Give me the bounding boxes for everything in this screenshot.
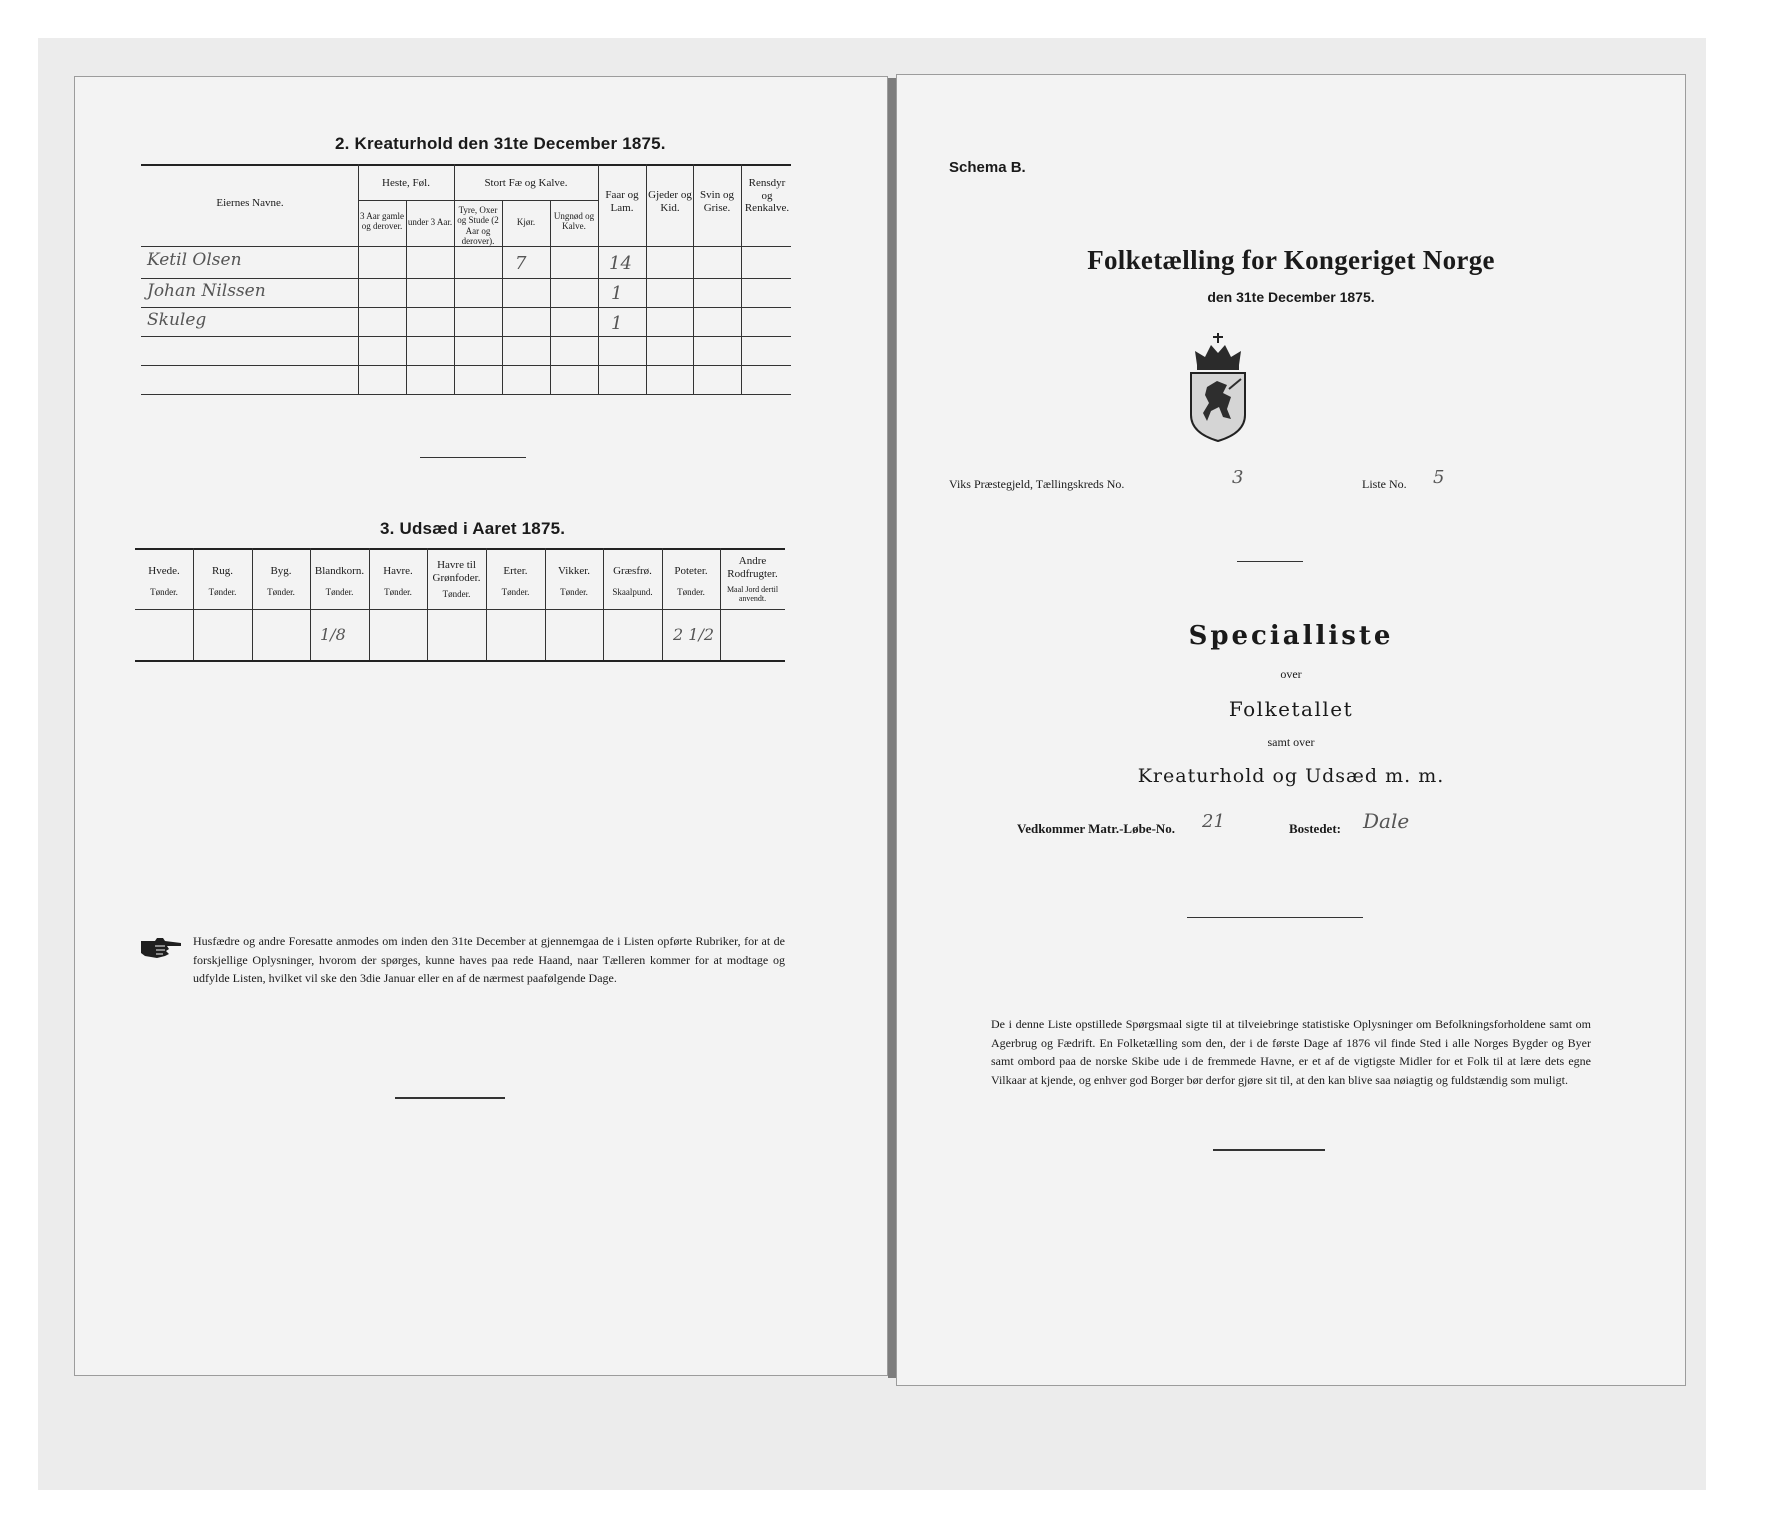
bostedet-label: Bostedet: (1289, 821, 1341, 836)
col-heste-sub2: under 3 Aar. (407, 217, 453, 227)
blandkorn-value: 1/8 (320, 625, 346, 644)
col-stort-sub2: Kjør. (516, 217, 536, 227)
book-spine (888, 78, 896, 1378)
coat-of-arms-icon (1187, 331, 1249, 443)
col-faar-header: Faar og Lam. (605, 189, 639, 214)
udsaed-unit: Skaalpund. (612, 587, 653, 597)
udsaed-col-hvede: Hvede. (148, 565, 180, 577)
udsaed-unit: Tønder. (442, 589, 471, 599)
section-2-title: 2. Kreaturhold den 31te December 1875. (335, 134, 666, 153)
section-3-title: 3. Udsæd i Aaret 1875. (380, 519, 566, 538)
udsaed-col-poteter: Poteter. (674, 565, 708, 577)
owner-name-cell: Ketil Olsen (147, 250, 242, 270)
owner-name-cell: Johan Nilssen (147, 281, 266, 301)
kjor-cell: 7 (515, 253, 527, 274)
table3-bottom-rule (135, 660, 785, 662)
table3-top-rule (135, 548, 785, 550)
stort-sub-rule (454, 200, 598, 201)
main-title: Folketælling for Kongeriget Norge (1087, 245, 1495, 275)
divider (1187, 917, 1363, 918)
bostedet-value: Dale (1363, 809, 1410, 833)
kreaturhold-text: Kreaturhold og Udsæd m. m. (1137, 765, 1445, 787)
udsaed-col-vikker: Vikker. (557, 565, 591, 577)
folketallet-text: Folketallet (1228, 697, 1354, 721)
faar-cell: 14 (609, 253, 632, 274)
udsaed-col-havre-gronfoder: Havre til Grønfoder. (432, 559, 481, 584)
table3-header-rule (135, 609, 785, 610)
specialliste-title: Specialliste (1188, 621, 1394, 651)
samt-over-text: samt over (1267, 735, 1315, 749)
col-svin-header: Svin og Grise. (700, 189, 734, 214)
liste-label: Liste No. (1362, 477, 1407, 491)
info-paragraph: De i denne Liste opstillede Spørgsmaal sigte til at tilveiebringe statistiske Oplysninger om Befolkningsforholdene samt om Agerbrug og Fædrift. En Folketælling som den, der i de første Dage af 1876 vil finde Sted i alle Norges Bygder og Byer samt ombord paa de norske Skibe ude i de fremmede Havne, er et af de vigtigste Midler for et Folk til at lære dets egne Vilkaar at kjende, og enhver god Borger bør derfor gjøre sit til, at den kan blive saa nøiagtig og fuldstændig som muligt. (991, 1017, 1591, 1087)
liste-number: 5 (1433, 467, 1445, 488)
udsaed-col-havre: Havre. (383, 565, 413, 577)
matr-label: Vedkommer Matr.-Løbe-No. (1017, 821, 1176, 836)
udsaed-unit: Tønder. (560, 587, 588, 597)
udsaed-unit: Tønder. (384, 587, 412, 597)
schema-label: Schema B. (949, 159, 1026, 176)
divider (1213, 1149, 1325, 1151)
udsaed-col-andre-rodfrugter: Andre Rodfrugter. (727, 555, 778, 580)
udsaed-col-graesfro: Græsfrø. (613, 565, 652, 577)
right-page (896, 74, 1686, 1386)
col-owner-header: Eiernes Navne. (216, 197, 284, 209)
table2-col-line (358, 164, 359, 394)
faar-cell: 1 (611, 283, 623, 304)
scan-frame (38, 38, 1706, 1490)
kreds-number: 3 (1232, 467, 1244, 488)
over-text: over (1280, 667, 1302, 681)
udsaed-col-blandkorn: Blandkorn. (314, 565, 365, 577)
col-rensdyr-header: Rensdyr og Renkalve. (744, 177, 790, 215)
divider (1237, 561, 1303, 562)
table2-col-line (502, 200, 503, 394)
udsaed-unit: Maal Jord dertil anvendt. (726, 585, 779, 604)
divider (420, 457, 526, 458)
udsaed-unit: Tønder. (501, 587, 530, 597)
col-heste-header: Heste, Føl. (382, 177, 430, 189)
poteter-value: 2 1/2 (673, 625, 715, 644)
udsaed-unit: Tønder. (325, 587, 354, 597)
matr-number: 21 (1202, 811, 1225, 832)
udsaed-unit: Tønder. (150, 587, 178, 597)
faar-cell: 1 (611, 313, 623, 334)
left-page (74, 76, 888, 1376)
prestegjeld-label: Viks Præstegjeld, Tællingskreds No. (949, 477, 1125, 491)
owner-name-cell: Skuleg (147, 310, 207, 330)
date-subtitle: den 31te December 1875. (1207, 289, 1375, 305)
divider (395, 1097, 505, 1099)
udsaed-unit: Tønder. (208, 587, 237, 597)
col-stort-sub1: Tyre, Oxer og Stude (2 Aar og derover). (457, 205, 499, 247)
col-gjeder-header: Gjeder og Kid. (648, 189, 692, 214)
pointing-hand-icon (139, 935, 183, 961)
table2-col-line (406, 200, 407, 394)
udsaed-col-byg: Byg. (270, 565, 292, 577)
table2-col-line (454, 164, 455, 394)
notice-text: Husfædre og andre Foresatte anmodes om inden den 31te December at gjennemgaa de i Listen opførte Rubriker, for at de forskjellige Oplysninger, hvorom der spørges, kunne haves paa rede Haand, naar Tælleren kommer for at modtage og udfylde Listen, hvilket vil ske den 3die Januar eller en af de nærmest paafølgende Dage. (193, 934, 785, 986)
udsaed-col-erter: Erter. (503, 565, 528, 577)
udsaed-unit: Tønder. (677, 587, 705, 597)
col-stort-sub3: Ungnød og Kalve. (553, 211, 595, 232)
col-stort-header: Stort Fæ og Kalve. (484, 177, 568, 189)
table2-bottom-rule (141, 394, 791, 395)
udsaed-col-rug: Rug. (211, 565, 234, 577)
udsaed-unit: Tønder. (267, 587, 295, 597)
col-heste-sub1: 3 Aar gamle og derover. (360, 211, 404, 232)
